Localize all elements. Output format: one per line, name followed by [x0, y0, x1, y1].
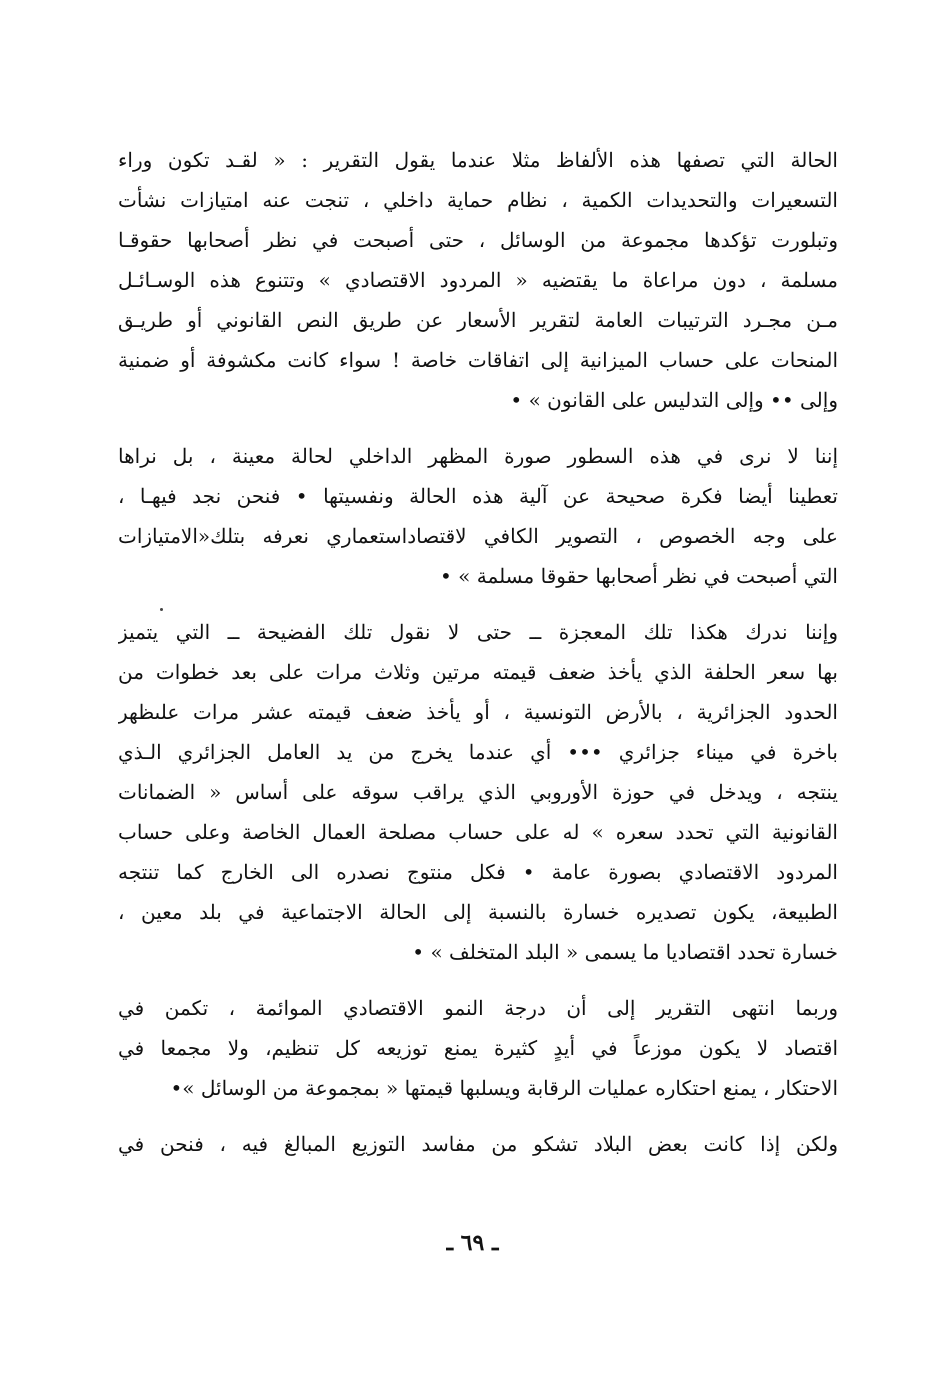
text-line: ينتجه ، ويدخل في حوزة الأوروبي الذي يراقب سوقه على أساس « الضمانات — [118, 780, 838, 804]
text-line: مـن مجـرد الترتيبات العامة لتقرير الأسعار عن طريق النص القانوني أو طريـق — [118, 308, 838, 332]
text-line: إننا لا نرى في هذه السطور صورة المظهر الداخلي لحالة معينة ، بل نراها — [118, 444, 838, 468]
text-line: وتبلورت تؤكدها مجموعة من الوسائل ، حتى أصبحت في نظر أصحابها حقوقـا — [118, 228, 838, 252]
text-line: باخرة في ميناء جزائري ••• أي عندما يخرج من يد العامل الجزائري الـذي — [118, 740, 838, 764]
text-line: الاحتكار ، يمنع احتكاره عمليات الرقابة ويسلبها قيمتها « بمجموعة من الوسائل »• — [170, 1076, 838, 1100]
text-line: بها سعر الحلفة الذي يأخذ ضعف قيمته مرتين وثلاث مرات على بعد خطوات من — [118, 660, 838, 684]
text-line: الحدود الجزائرية ، بالأرض التونسية ، أو يأخذ ضعف قيمته عشر مرات علىظهر — [118, 700, 838, 724]
paragraph-3 — [118, 612, 838, 972]
text-line: التي أصبحت في نظر أصحابها حقوقا مسلمة » • — [440, 564, 838, 588]
text-line: ولكن إذا كانت بعض البلاد تشكو من مفاسد التوزيع المبالغ فيه ، فنحن في — [118, 1132, 838, 1156]
text-line: مسلمة ، دون مراعاة ما يقتضيه « المردود الاقتصادي » وتتنوع هذه الوسـائـل — [118, 268, 838, 292]
body-text — [118, 140, 838, 1180]
paragraph-5 — [118, 1124, 838, 1164]
text-line: اقتصاد لا يكون موزعاً في أيدٍ كثيرة يمنع توزيعه كل تنظيم، ولا مجمعا في — [118, 1036, 838, 1060]
text-line: المردود الاقتصادي بصورة عامة • فكل منتوج نصدره الى الخارج كما تنتجه — [118, 860, 838, 884]
text-line: الطبيعة، يكون تصديره خسارة بالنسبة إلى الحالة الاجتماعية في بلد معين ، — [118, 900, 838, 924]
text-line: وربما انتهى التقرير إلى أن درجة النمو الاقتصادي الموائمة ، تكمن في — [118, 996, 838, 1020]
text-line: تعطينا أيضا فكرة صحيحة عن آلية هذه الحالة ونفسيتها • فنحن نجد فيهـا ، — [118, 484, 838, 508]
paragraph-1 — [118, 140, 838, 420]
paragraph-4 — [118, 988, 838, 1108]
text-line: الحالة التي تصفها هذه الألفاظ مثلا عندما يقول التقرير : « لقـد تكون وراء — [118, 148, 838, 172]
paragraph-2 — [118, 436, 838, 596]
page-number: ـ ٦٩ ـ — [446, 1230, 499, 1256]
scan-speck — [160, 608, 163, 611]
text-line: خسارة تحدد اقتصاديا ما يسمى « البلد المتخلف » • — [412, 940, 838, 964]
text-line: على وجه الخصوص ، التصوير الكافي لاقتصاداستعماري نعرفه بتلك«الامتيازات — [118, 524, 838, 548]
text-line: وإلى •• وإلى التدليس على القانون » • — [510, 388, 838, 412]
text-line: المنحات على حساب الميزانية إلى اتفاقات خاصة ! سواء كانت مكشوفة أو ضمنية — [118, 348, 838, 372]
text-line: القانونية التي تحدد سعره » له على حساب مصلحة العمال الخاصة وعلى حساب — [118, 820, 838, 844]
text-line: التسعيرات والتحديدات الكمية ، نظام حماية داخلي ، تنجت عنه امتيازات نشأت — [118, 188, 838, 212]
text-line: وإننا ندرك هكذا تلك المعجزة ــ حتى لا نقول تلك الفضيحة ــ التي يتميز — [118, 620, 838, 644]
